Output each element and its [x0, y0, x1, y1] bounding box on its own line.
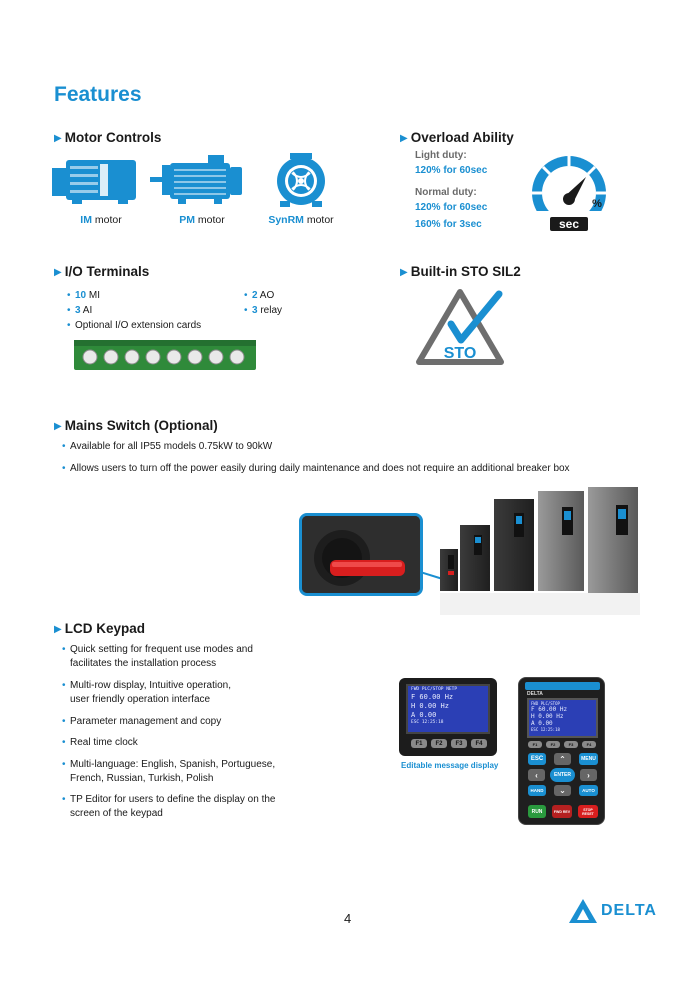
right-arrow-key[interactable]: [580, 769, 597, 781]
mains-bullet-1: • Available for all IP55 models 0.75kW to 90kW: [62, 441, 273, 452]
normal-duty-label: Normal duty:: [415, 187, 477, 198]
keypad-top-bar: [525, 682, 600, 690]
page-number: 4: [344, 911, 352, 926]
delta-logo-text: DELTA: [601, 902, 657, 919]
pm-motor-label: PM motor: [179, 214, 225, 226]
io-item-ao: • 2 AO: [244, 290, 275, 301]
light-duty-label: Light duty:: [415, 150, 467, 161]
stop-reset-key[interactable]: STOP RESET: [578, 805, 598, 818]
esc-key[interactable]: ESC: [528, 753, 546, 765]
softkey-f1[interactable]: F1: [411, 739, 427, 748]
up-arrow-key[interactable]: [554, 753, 571, 765]
large-softkey-f4[interactable]: F4: [582, 741, 596, 748]
keypad-bullet-2: • Multi-row display, Intuitive operation, user friendly operation interface: [62, 680, 231, 705]
lcd-keypad-heading: ▶ LCD Keypad: [54, 621, 145, 636]
sto-warning-icon: [415, 288, 505, 368]
gauge-unit-text: sec: [558, 217, 580, 231]
down-arrow-key[interactable]: [554, 785, 571, 796]
auto-key[interactable]: AUTO: [579, 785, 598, 796]
mains-bullet-2: • Allows users to turn off the power easily during daily maintenance and does not require an additional breaker box: [62, 463, 570, 474]
menu-key[interactable]: MENU: [579, 753, 598, 765]
enter-key[interactable]: ENTER: [550, 768, 575, 782]
triangle-bullet-icon: ▶: [400, 267, 408, 278]
triangle-bullet-icon: ▶: [54, 421, 62, 432]
triangle-bullet-icon: ▶: [54, 267, 62, 278]
chevron-up-icon: ⌃: [559, 754, 566, 764]
gauge-percent-text: %: [592, 198, 602, 210]
large-softkey-f3[interactable]: F3: [564, 741, 578, 748]
delta-logo: [568, 898, 657, 924]
light-duty-value: 120% for 60sec: [415, 165, 488, 176]
io-item-relay: • 3 relay: [244, 305, 283, 316]
switch-handle-image: [302, 516, 423, 596]
drive-family-image: [440, 485, 640, 625]
io-terminals-heading: ▶ I/O Terminals: [54, 264, 150, 279]
synrm-motor-image: [272, 153, 330, 207]
normal-duty-value-1: 120% for 60sec: [415, 202, 488, 213]
sto-heading: ▶ Built-in STO SIL2: [400, 264, 521, 279]
chevron-left-icon: ‹: [535, 770, 538, 780]
chevron-right-icon: ›: [587, 770, 590, 780]
motor-controls-heading: ▶ Motor Controls: [54, 130, 162, 145]
softkey-f3[interactable]: F3: [451, 739, 467, 748]
keypad-bullet-5: • Multi-language: English, Spanish, Portuguese, French, Russian, Turkish, Polish: [62, 759, 276, 784]
page-title: Features: [54, 83, 142, 106]
keypad-bullet-4: • Real time clock: [62, 737, 138, 748]
chevron-down-icon: ⌄: [559, 786, 566, 795]
mains-switch-heading: ▶ Mains Switch (Optional): [54, 418, 218, 433]
im-motor-image: [52, 158, 140, 204]
fwd-rev-key[interactable]: FWD REV: [552, 805, 572, 818]
run-key[interactable]: RUN: [528, 805, 546, 818]
small-lcd-screen: FWD PLC/STOP NETP F 60.00 Hz H 0.00 Hz A 0.00 ESC 12:25:18: [406, 684, 490, 734]
io-item-extension: • Optional I/O extension cards: [67, 320, 202, 331]
softkey-f2[interactable]: F2: [431, 739, 447, 748]
triangle-bullet-icon: ▶: [54, 624, 62, 635]
switch-closeup-image: [299, 513, 423, 596]
keypad-caption: Editable message display: [401, 761, 499, 770]
synrm-motor-label: SynRM motor: [268, 214, 334, 226]
large-keypad-image: [518, 677, 605, 825]
keypad-brand-text: DELTA: [527, 691, 543, 697]
large-softkey-f2[interactable]: F2: [546, 741, 560, 748]
io-item-mi: • 10 MI: [67, 290, 101, 301]
large-softkey-f1[interactable]: F1: [528, 741, 542, 748]
keypad-bullet-3: • Parameter management and copy: [62, 716, 222, 727]
keypad-bullet-6: • TP Editor for users to define the display on the screen of the keypad: [62, 794, 276, 819]
normal-duty-value-2: 160% for 3sec: [415, 219, 482, 230]
terminal-block-image: [74, 340, 256, 370]
left-arrow-key[interactable]: [528, 769, 545, 781]
keypad-bullet-1: • Quick setting for frequent use modes and facilitates the installation process: [62, 644, 253, 669]
sto-badge-text: STO: [443, 345, 477, 362]
hand-key[interactable]: HAND: [528, 785, 546, 796]
im-motor-label: IM motor: [80, 214, 122, 226]
large-lcd-screen: FWD PLC/STOP F 60.00 Hz H 0.00 Hz A 0.00 ESC 12:25:18: [527, 698, 598, 738]
small-keypad-image: [399, 678, 497, 756]
triangle-bullet-icon: ▶: [54, 133, 62, 144]
triangle-bullet-icon: ▶: [400, 133, 408, 144]
overload-heading: ▶ Overload Ability: [400, 130, 514, 145]
softkey-f4[interactable]: F4: [471, 739, 487, 748]
overload-gauge-icon: [528, 155, 610, 235]
io-item-ai: • 3 AI: [67, 305, 93, 316]
pm-motor-image: [150, 153, 245, 205]
delta-triangle-icon: [568, 898, 598, 924]
